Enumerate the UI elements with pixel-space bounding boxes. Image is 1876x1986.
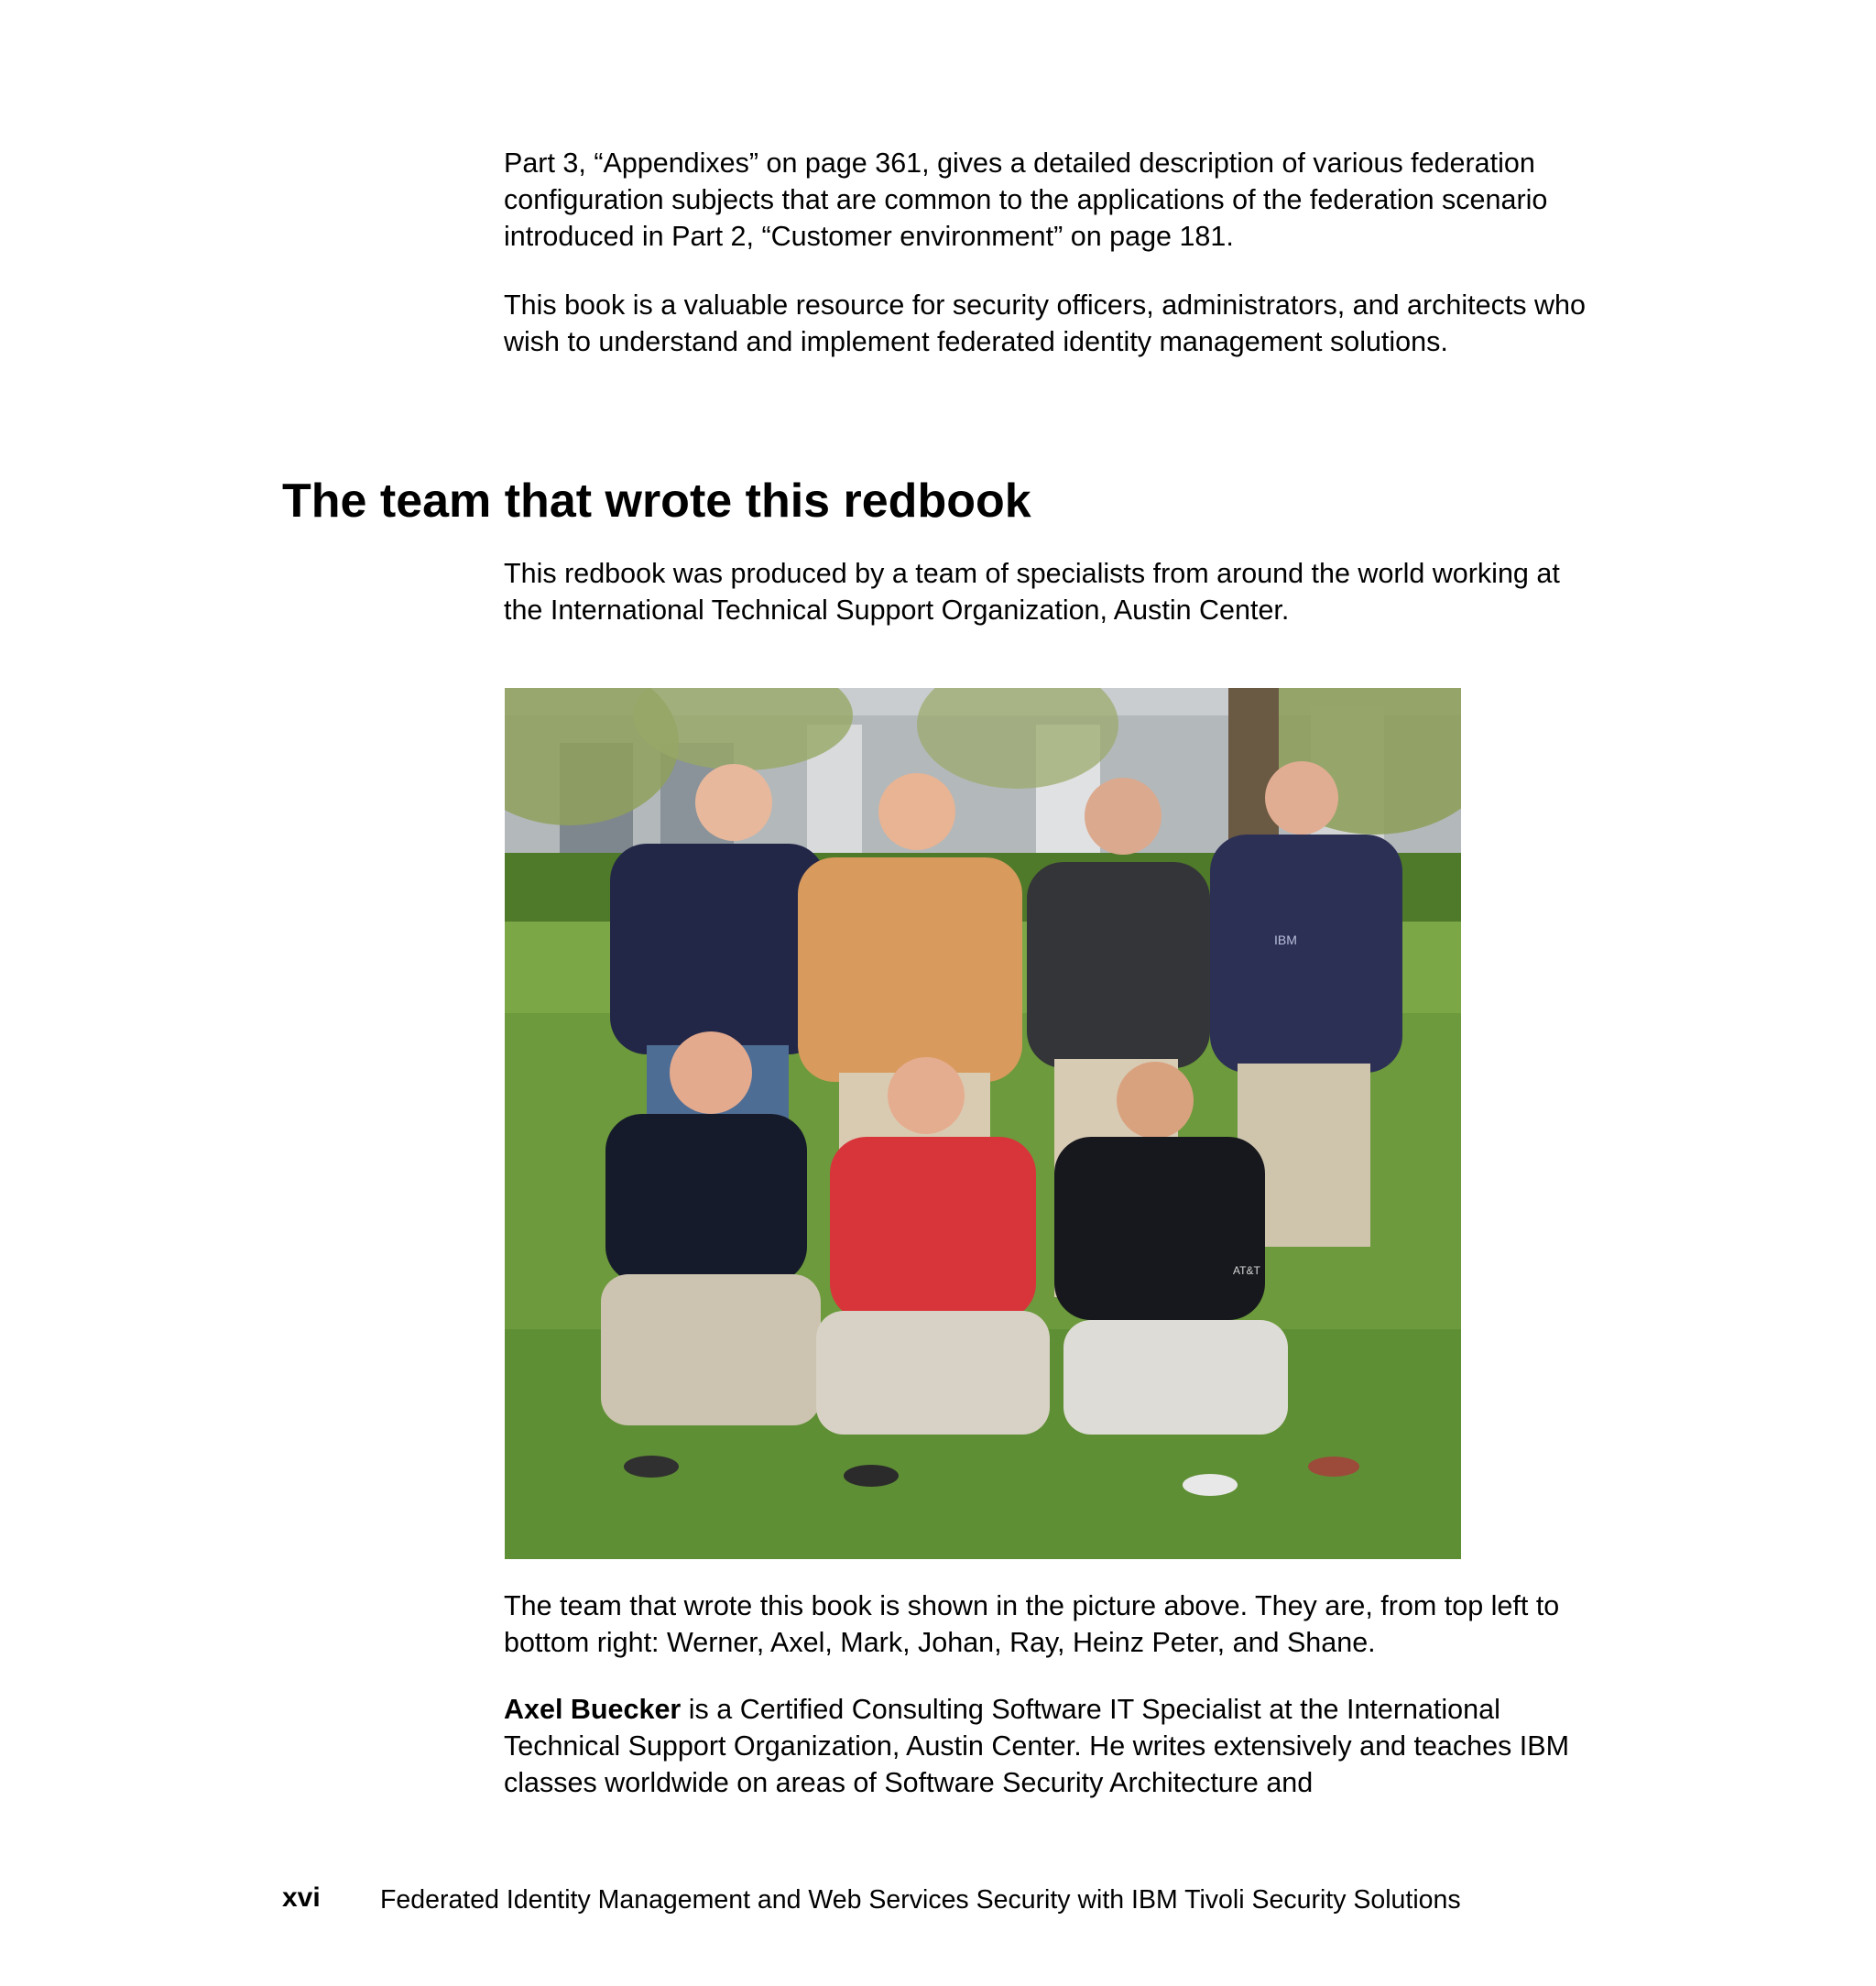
photo-caption-paragraph: The team that wrote this book is shown in the picture above. They are, from top left to bottom right: Werner, Axel, Mark, Johan, Ray, Heinz Peter, and Shane.: [504, 1590, 1560, 1658]
intro-paragraph-2: This book is a valuable resource for security officers, administrators, and architects who wish to understand and implement federated identity management solutions.: [504, 289, 1586, 357]
section-intro-paragraph: This redbook was produced by a team of specialists from around the world working at the International Technical Support Organization, Austin Center.: [504, 558, 1560, 626]
intro-paragraph-1: Part 3, “Appendixes” on page 361, gives a detailed description of various federation configuration subjects that are common to the applications of the federation scenario introduced in Part 2, “Customer environment” on page 181.: [504, 147, 1548, 252]
author-name: Axel Buecker: [504, 1694, 682, 1725]
att-shirt-logo: AT&T: [1233, 1264, 1260, 1277]
page-number: xvi: [282, 1882, 321, 1913]
author-bio-text: is a Certified Consulting Software IT Specialist at the International Technical Support Organization, Austin Center. He writes extensively and teaches IBM classes worldwide on areas of Software Security Architecture and: [504, 1694, 1569, 1798]
running-footer-title: Federated Identity Management and Web Services Security with IBM Tivoli Security Solutions: [380, 1885, 1461, 1915]
ibm-shirt-logo: IBM: [1274, 933, 1297, 947]
section-heading: The team that wrote this redbook: [282, 475, 1031, 528]
author-bio-paragraph: [504, 1691, 1603, 1801]
team-photo: [505, 688, 1461, 1559]
